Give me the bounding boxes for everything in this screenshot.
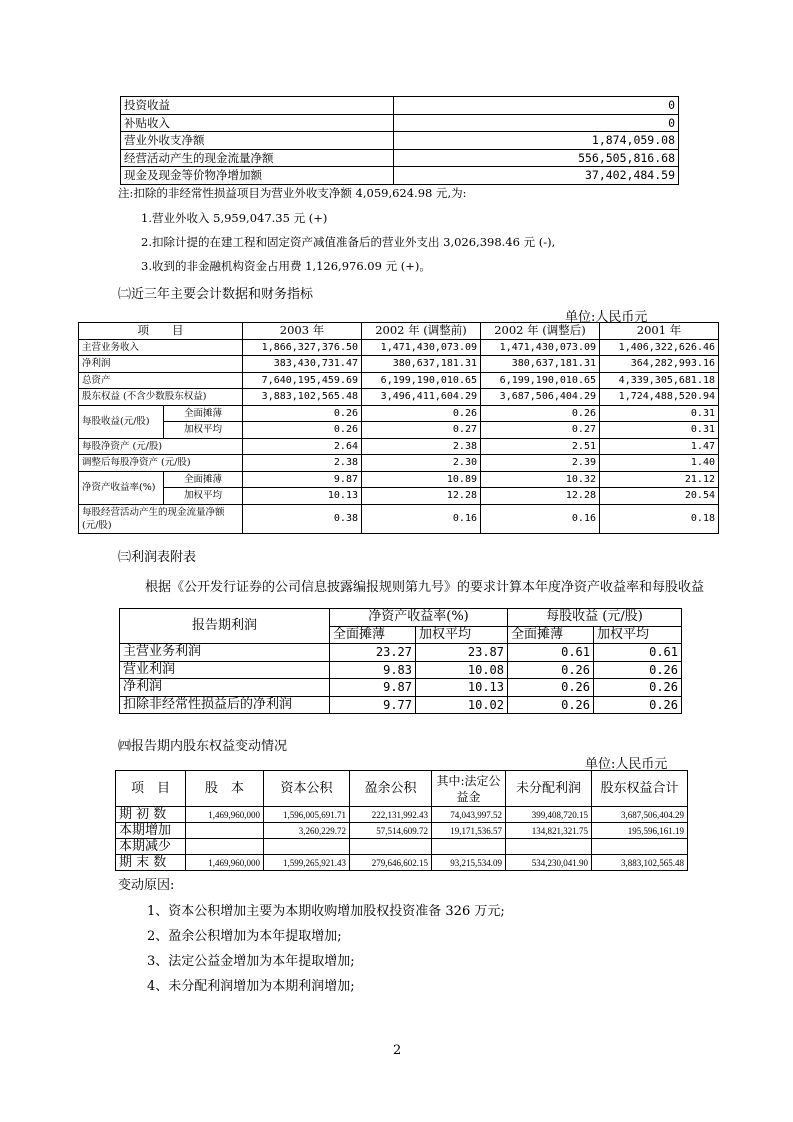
equity-body xyxy=(116,807,688,871)
row-value: 556,505,816.68 xyxy=(394,149,679,167)
row-value: 1.47 xyxy=(600,438,719,455)
row-value: 534,230,041.90 xyxy=(506,855,592,871)
row-value: 57,514,609.72 xyxy=(350,823,432,839)
row-label: 营业利润 xyxy=(120,661,330,679)
row-sub-label: 全面摊薄 xyxy=(164,471,243,488)
row-value: 10.89 xyxy=(362,471,481,488)
header-equity-total: 股东权益合计 xyxy=(592,771,688,807)
header-eps: 每股收益 (元/股) xyxy=(508,609,682,627)
row-value: 0.16 xyxy=(481,504,600,533)
header-item: 项 目 xyxy=(79,323,243,340)
row-label: 期 初 数 xyxy=(116,807,186,823)
row-value xyxy=(432,839,506,855)
table-row xyxy=(79,389,719,406)
row-value: 1,406,322,626.46 xyxy=(600,339,719,356)
row-value: 1,469,960,000 xyxy=(186,807,264,823)
row-value xyxy=(186,839,264,855)
financial-body xyxy=(79,339,719,533)
table-row xyxy=(79,471,719,488)
note-item-1: 1.营业外收入 5,959,047.35 元 (+) xyxy=(141,211,328,225)
header-roe-weighted: 加权平均 xyxy=(416,626,508,644)
table-row xyxy=(79,405,719,422)
row-value: 7,640,195,459.69 xyxy=(243,372,362,389)
header-surplus-reserve: 盈余公积 xyxy=(350,771,432,807)
row-value: 0.26 xyxy=(243,405,362,422)
row-value xyxy=(264,839,350,855)
header-welfare-fund: 其中:法定公益金 xyxy=(432,771,506,807)
row-label: 总资产 xyxy=(79,372,243,389)
row-value: 4,339,305,681.18 xyxy=(600,372,719,389)
row-value: 279,646,602.15 xyxy=(350,855,432,871)
row-value: 0.61 xyxy=(508,644,594,662)
row-value: 0.26 xyxy=(362,405,481,422)
row-sub-label: 加权平均 xyxy=(164,488,243,505)
row-value: 364,282,993.16 xyxy=(600,356,719,373)
section3-title: ㈢利润表附表 xyxy=(118,550,197,565)
table-row xyxy=(120,696,682,714)
section2-title: ㈡近三年主要会计数据和财务指标 xyxy=(118,287,314,302)
row-group-label: 每股收益(元/股) xyxy=(79,405,164,438)
header-roe: 净资产收益率(%) xyxy=(330,609,508,627)
income-items-table xyxy=(120,96,679,185)
row-label: 每股净资产 (元/股) xyxy=(79,438,243,455)
row-value: 1,866,327,376.50 xyxy=(243,339,362,356)
row-value: 10.08 xyxy=(416,661,508,679)
row-value: 37,402,484.59 xyxy=(394,167,679,185)
reason-2: 2、盈余公积增加为本年提取增加; xyxy=(147,929,342,944)
row-value: 3,687,506,404.29 xyxy=(481,389,600,406)
row-label: 经营活动产生的现金流量净额 xyxy=(121,149,394,167)
row-value: 3,260,229.72 xyxy=(264,823,350,839)
row-value: 0.31 xyxy=(600,405,719,422)
equity-change-table xyxy=(115,770,688,871)
row-value: 6,199,190,010.65 xyxy=(362,372,481,389)
row-value: 0 xyxy=(394,114,679,132)
table-row xyxy=(116,807,688,823)
header-undistributed: 未分配利润 xyxy=(506,771,592,807)
row-label: 净利润 xyxy=(120,679,330,697)
table-row xyxy=(79,488,719,505)
header-eps-diluted: 全面摊薄 xyxy=(508,626,594,644)
row-value: 134,821,321.75 xyxy=(506,823,592,839)
row-value: 20.54 xyxy=(600,488,719,505)
row-value: 0.26 xyxy=(508,679,594,697)
row-value: 380,637,181.31 xyxy=(362,356,481,373)
row-value: 383,430,731.47 xyxy=(243,356,362,373)
row-value: 0.26 xyxy=(594,696,682,714)
row-value: 9.87 xyxy=(243,471,362,488)
page-number: 2 xyxy=(393,1043,402,1058)
row-label: 投资收益 xyxy=(121,97,394,115)
row-group-label: 净资产收益率(%) xyxy=(79,471,164,504)
row-value: 1,596,005,691.71 xyxy=(264,807,350,823)
table-row xyxy=(79,372,719,389)
row-value: 10.13 xyxy=(243,488,362,505)
table-row xyxy=(79,438,719,455)
income-items-body xyxy=(121,97,679,185)
row-value: 2.38 xyxy=(362,438,481,455)
row-label: 主营业务利润 xyxy=(120,644,330,662)
profit-body xyxy=(120,644,682,714)
row-label: 调整后每股净资产 (元/股) xyxy=(79,455,243,472)
row-value: 3,883,102,565.48 xyxy=(592,855,688,871)
table-row xyxy=(79,504,719,533)
profit-header-row-1 xyxy=(120,609,682,627)
table-row xyxy=(79,356,719,373)
row-value: 0.16 xyxy=(362,504,481,533)
row-value xyxy=(186,823,264,839)
row-value: 380,637,181.31 xyxy=(481,356,600,373)
reason-1: 1、资本公积增加主要为本期收购增加股权投资准备 326 万元; xyxy=(147,904,505,919)
row-label: 每股经营活动产生的现金流量净额 (元/股) xyxy=(79,504,243,533)
row-value: 12.28 xyxy=(362,488,481,505)
row-value: 0.18 xyxy=(600,504,719,533)
header-2002-after: 2002 年 (调整后) xyxy=(481,323,600,340)
row-value: 1,724,488,520.94 xyxy=(600,389,719,406)
table-row xyxy=(79,455,719,472)
table-row xyxy=(121,149,679,167)
section4-title: ㈣报告期内股东权益变动情况 xyxy=(118,739,288,754)
row-value: 1.40 xyxy=(600,455,719,472)
financial-indicators-table xyxy=(78,322,719,534)
row-value: 9.87 xyxy=(330,679,416,697)
row-label: 营业外收支净额 xyxy=(121,132,394,150)
header-2002-before: 2002 年 (调整前) xyxy=(362,323,481,340)
row-value: 1,874,059.08 xyxy=(394,132,679,150)
row-value: 19,171,536.57 xyxy=(432,823,506,839)
header-capital-reserve: 资本公积 xyxy=(264,771,350,807)
reason-3: 3、法定公益金增加为本年提取增加; xyxy=(147,954,355,969)
note-item-3: 3.收到的非金融机构资金占用费 1,126,976.09 元 (+)。 xyxy=(141,259,431,273)
row-value: 0 xyxy=(394,97,679,115)
row-value: 0.26 xyxy=(594,661,682,679)
table-row xyxy=(121,167,679,185)
table-row xyxy=(79,339,719,356)
reason-4: 4、未分配利润增加为本期利润增加; xyxy=(147,979,355,994)
row-value: 3,687,506,404.29 xyxy=(592,807,688,823)
row-value: 10.13 xyxy=(416,679,508,697)
header-2003: 2003 年 xyxy=(243,323,362,340)
row-value: 1,599,265,921.43 xyxy=(264,855,350,871)
section2-unit: 单位:人民币元 xyxy=(565,310,648,325)
row-value: 3,496,411,604.29 xyxy=(362,389,481,406)
row-value: 6,199,190,010.65 xyxy=(481,372,600,389)
row-value: 23.27 xyxy=(330,644,416,662)
row-value: 10.32 xyxy=(481,471,600,488)
table-row xyxy=(120,679,682,697)
row-value: 0.31 xyxy=(600,422,719,439)
row-value xyxy=(592,839,688,855)
row-value: 0.38 xyxy=(243,504,362,533)
section3-intro: 根据《公开发行证券的公司信息披露编报规则第九号》的要求计算本年度净资产收益率和每股收益 xyxy=(145,580,705,595)
section4-unit: 单位:人民币元 xyxy=(585,757,668,772)
row-value xyxy=(506,839,592,855)
row-value: 2.64 xyxy=(243,438,362,455)
row-label: 净利润 xyxy=(79,356,243,373)
row-value: 0.26 xyxy=(508,661,594,679)
profit-supplement-table xyxy=(119,608,682,714)
table-row xyxy=(121,132,679,150)
row-value: 2.51 xyxy=(481,438,600,455)
row-value: 399,408,720.15 xyxy=(506,807,592,823)
row-label: 本期减少 xyxy=(116,839,186,855)
table-row xyxy=(79,422,719,439)
row-value: 93,215,534.09 xyxy=(432,855,506,871)
header-eps-weighted: 加权平均 xyxy=(594,626,682,644)
row-label: 主营业务收入 xyxy=(79,339,243,356)
table-row xyxy=(116,855,688,871)
row-label: 扣除非经常性损益后的净利润 xyxy=(120,696,330,714)
row-label: 补贴收入 xyxy=(121,114,394,132)
table-row xyxy=(116,823,688,839)
row-sub-label: 全面摊薄 xyxy=(164,405,243,422)
row-value: 21.12 xyxy=(600,471,719,488)
equity-header-row xyxy=(116,771,688,807)
row-value: 1,471,430,073.09 xyxy=(481,339,600,356)
row-label: 本期增加 xyxy=(116,823,186,839)
table-row xyxy=(121,97,679,115)
header-eq-item: 项 目 xyxy=(116,771,186,807)
row-value: 1,469,960,000 xyxy=(186,855,264,871)
financial-header-row xyxy=(79,323,719,340)
row-value: 0.61 xyxy=(594,644,682,662)
row-label: 现金及现金等价物净增加额 xyxy=(121,167,394,185)
row-value: 74,043,997.52 xyxy=(432,807,506,823)
header-2001: 2001 年 xyxy=(600,323,719,340)
note-item-2: 2.扣除计提的在建工程和固定资产减值准备后的营业外支出 3,026,398.46 元 (-), xyxy=(141,235,556,249)
table-row xyxy=(116,839,688,855)
row-value: 195,596,161.19 xyxy=(592,823,688,839)
row-value: 1,471,430,073.09 xyxy=(362,339,481,356)
row-label: 股东权益 (不含少数股东权益) xyxy=(79,389,243,406)
header-share-capital: 股 本 xyxy=(186,771,264,807)
table-row xyxy=(120,644,682,662)
table-row xyxy=(121,114,679,132)
row-value: 0.26 xyxy=(508,696,594,714)
row-value: 12.28 xyxy=(481,488,600,505)
row-value: 23.87 xyxy=(416,644,508,662)
header-roe-diluted: 全面摊薄 xyxy=(330,626,416,644)
row-sub-label: 加权平均 xyxy=(164,422,243,439)
row-value: 0.26 xyxy=(243,422,362,439)
row-value: 0.26 xyxy=(594,679,682,697)
row-value: 222,131,992.43 xyxy=(350,807,432,823)
row-value: 10.02 xyxy=(416,696,508,714)
row-value: 2.30 xyxy=(362,455,481,472)
row-value: 9.77 xyxy=(330,696,416,714)
row-value xyxy=(350,839,432,855)
note-main: 注:扣除的非经常性损益项目为营业外收支净额 4,059,624.98 元,为: xyxy=(118,186,467,200)
row-value: 0.26 xyxy=(481,405,600,422)
reasons-title: 变动原因: xyxy=(118,878,175,893)
row-value: 0.27 xyxy=(481,422,600,439)
row-value: 9.83 xyxy=(330,661,416,679)
row-value: 2.38 xyxy=(243,455,362,472)
table-row xyxy=(120,661,682,679)
row-label: 期 末 数 xyxy=(116,855,186,871)
header-profit: 报告期利润 xyxy=(120,609,330,644)
row-value: 2.39 xyxy=(481,455,600,472)
row-value: 3,883,102,565.48 xyxy=(243,389,362,406)
row-value: 0.27 xyxy=(362,422,481,439)
